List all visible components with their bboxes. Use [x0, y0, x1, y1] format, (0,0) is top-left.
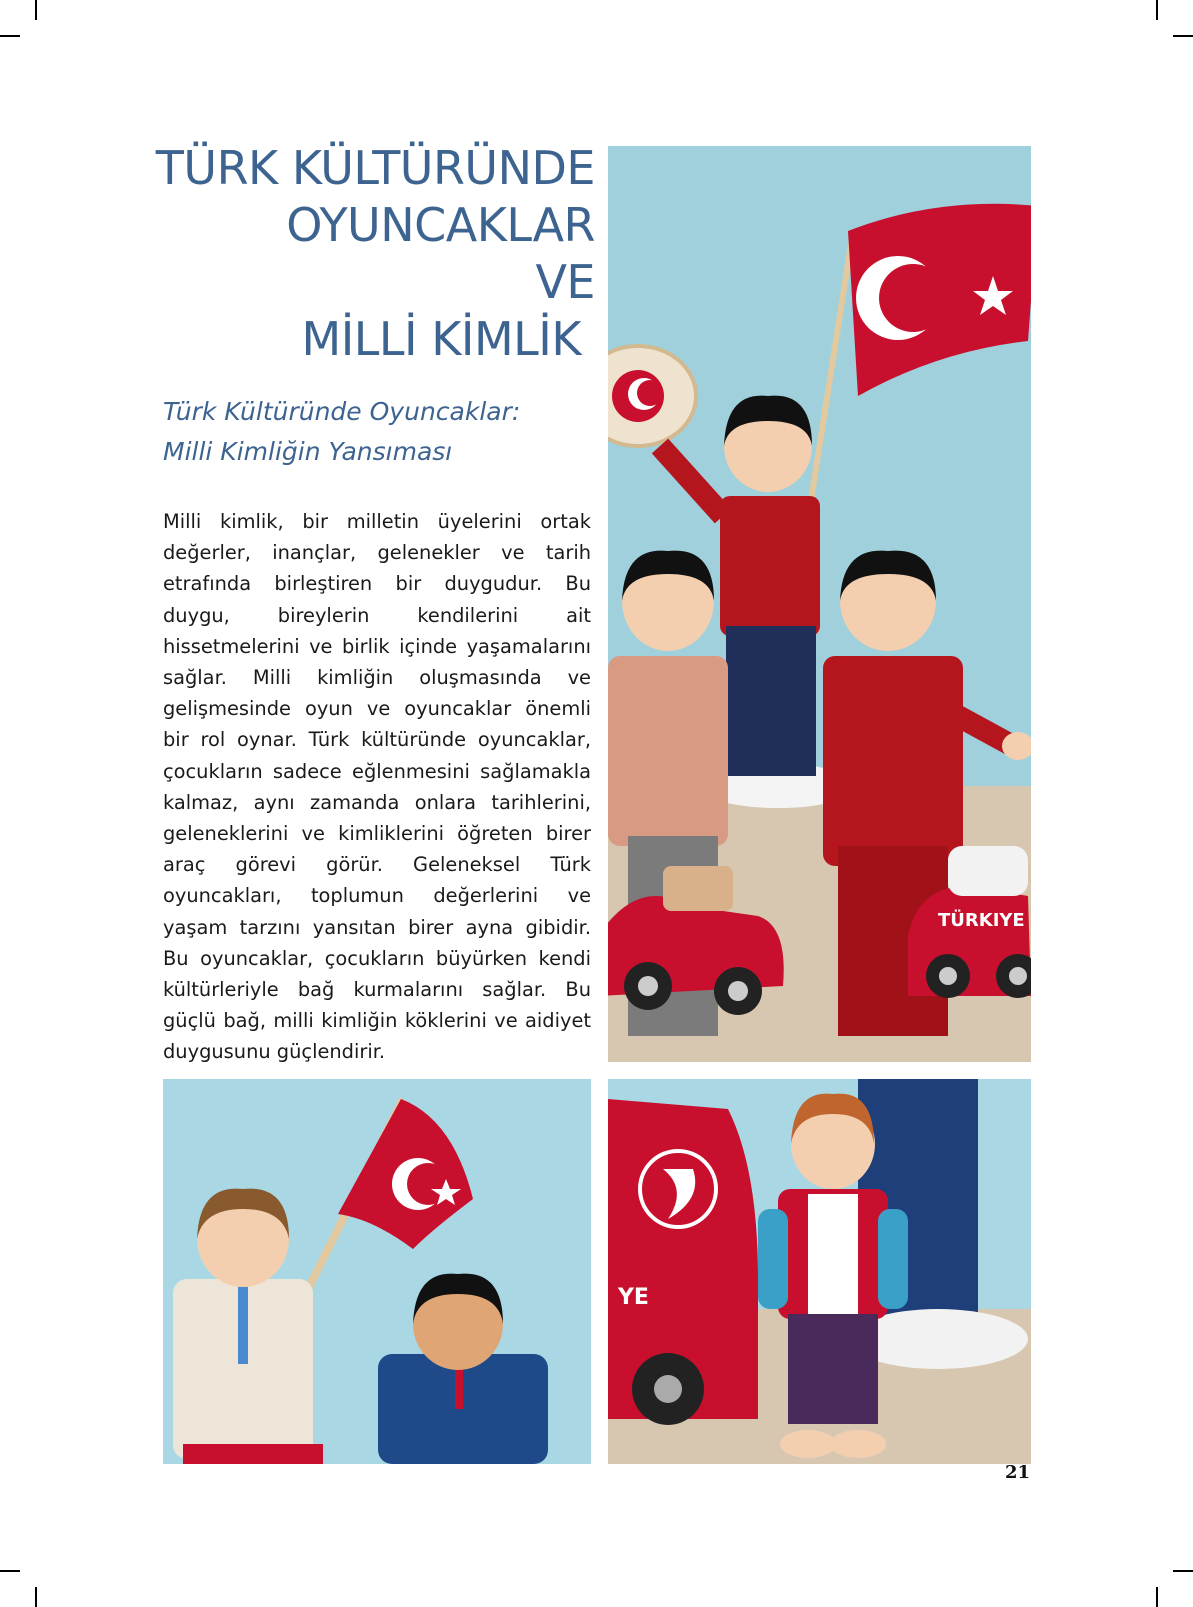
body-paragraph: Milli kimlik, bir milletin üyelerini ortak değerler, inançlar, gelenekler ve tarih etrafında birleştiren bir duygudur. Bu duygu, bireylerin kendilerini ait hissetmelerini ve birlik içinde yaşamalarını sağlar. Milli kimliğin oluşmasında ve gelişmesinde oyun ve oyuncaklar önemli bir rol oynar. Türk kültüründe oyuncaklar, çocukların sadece eğlenmesini sağlamakla kalmaz, aynı zamanda onlara tarihlerini, geleneklerini ve kimliklerini öğreten birer araç görevi görür. Geleneksel Türk oyuncakları, toplumun değerlerini ve yaşam tarzını yansıtan birer ayna gibidir. Bu oyuncaklar, çocukların büyürken kendi kültürleriyle bağ kurmalarını sağlar. Bu güçlü bağ, milli kimliğin köklerini ve aidiyet duygusunu güçlendirir.: [163, 510, 591, 1064]
crop-mark: [1156, 1587, 1158, 1607]
bottom-left-photo-toy-figures: [163, 1079, 591, 1464]
bottom-right-photo-illustration: [608, 1079, 1031, 1464]
bottom-right-photo-toy-figures: [608, 1079, 1031, 1464]
page-number: 21: [1004, 1462, 1030, 1483]
subtitle-line: Türk Kültüründe Oyuncaklar:: [163, 397, 521, 426]
title-line: OYUNCAKLAR: [286, 198, 595, 252]
title-line: TÜRK KÜLTÜRÜNDE: [155, 141, 595, 195]
page-title: [156, 140, 595, 368]
subtitle: [163, 392, 593, 472]
crop-mark: [1173, 35, 1193, 37]
bottom-left-photo-illustration: [163, 1079, 591, 1464]
crop-mark: [1156, 0, 1158, 20]
crop-mark: [35, 1587, 37, 1607]
crop-mark: [1173, 1570, 1193, 1572]
main-photo-illustration: [608, 146, 1031, 1062]
main-photo-toy-figures: [608, 146, 1031, 1062]
title-line: MİLLİ KİMLİK: [301, 312, 581, 366]
crop-mark: [0, 1570, 20, 1572]
crop-mark: [0, 35, 20, 37]
crop-mark: [35, 0, 37, 20]
title-line: VE: [535, 255, 595, 309]
car-label: TÜRKIYE: [938, 910, 1025, 931]
subtitle-line: Milli Kimliğin Yansıması: [163, 437, 453, 466]
van-label: YE: [618, 1285, 649, 1310]
